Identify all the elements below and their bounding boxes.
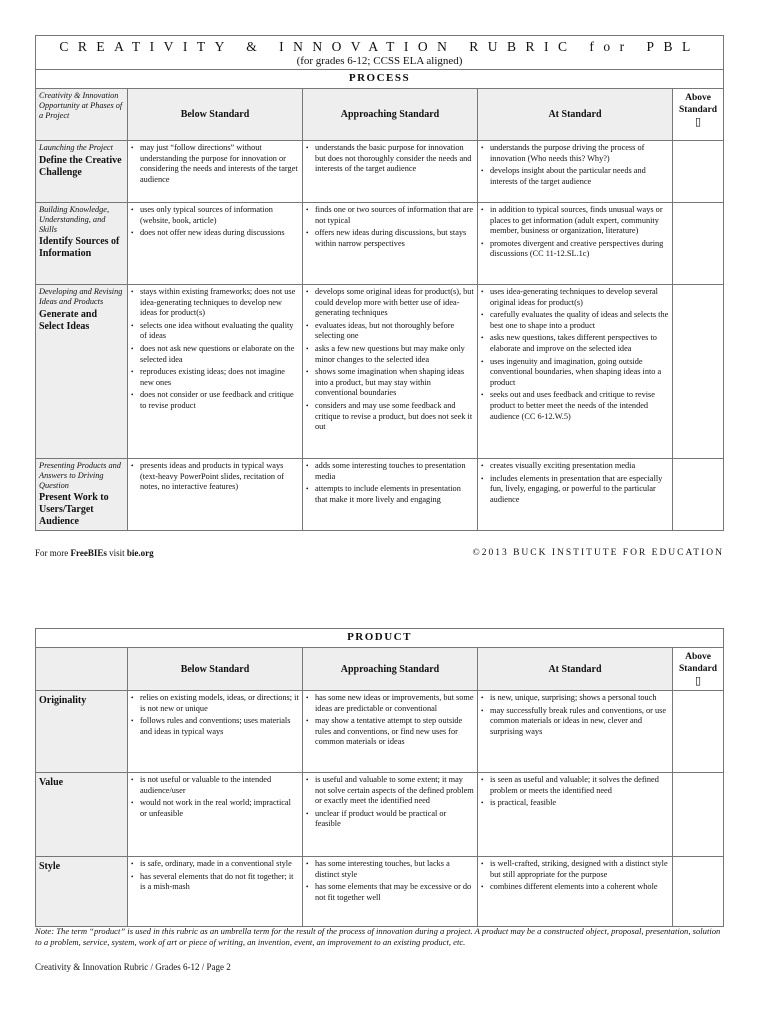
product-rows: [36, 691, 724, 927]
process-phase-label: [36, 459, 128, 531]
criteria-list: [131, 461, 299, 493]
criteria-item: • is safe, ordinary, made in a conventional style: [131, 859, 299, 870]
criteria-item: • is useful and valuable to some extent; it may not solve certain aspects of the defined problem or exactly meet the identified need: [306, 775, 474, 807]
process-cell-below: [128, 459, 303, 531]
criteria-item: • may just “follow directions” without understanding the purpose for innovation or considering the needs and interests of the target audience: [131, 143, 299, 185]
process-row: [36, 285, 724, 459]
criteria-item: • selects one idea without evaluating the quality of ideas: [131, 321, 299, 342]
criteria-item: • has several elements that do not fit together; it is a mish-mash: [131, 872, 299, 893]
criteria-item: • may successfully break rules and conventions, or use common materials or ideas in new, clever and surprising ways: [481, 706, 669, 738]
criteria-list: [306, 859, 474, 903]
criteria-item: • adds some interesting touches to presentation media: [306, 461, 474, 482]
phase-name: Launching the Project: [39, 143, 113, 152]
process-cell-at: [478, 459, 673, 531]
product-level-below: Below Standard: [128, 648, 303, 691]
criteria-list: [306, 461, 474, 505]
criteria-item: • follows rules and conventions; uses materials and ideas in typical ways: [131, 716, 299, 737]
product-level-above: [673, 648, 724, 691]
criteria-item: • has some new ideas or improvements, but some ideas are predictable or conventional: [306, 693, 474, 714]
criterion-name: Generate and Select Ideas: [39, 308, 98, 332]
above-standard-label: Above Standard: [679, 93, 718, 115]
criteria-item: • considers and may use some feedback and critique to revise a product, but does not seek it out: [306, 401, 474, 433]
process-phase-label: [36, 203, 128, 285]
criteria-item: • combines different elements into a coherent whole: [481, 882, 669, 893]
criteria-item: • offers new ideas during discussions, but stays within narrow perspectives: [306, 228, 474, 249]
criteria-list: [306, 143, 474, 175]
product-cell-above[interactable]: [673, 691, 724, 773]
criteria-item: • presents ideas and products in typical ways (text-heavy PowerPoint slides, recitation of notes, no interactive features): [131, 461, 299, 493]
criteria-item: • shows some imagination when shaping ideas into a product, but may stay within conventional boundaries: [306, 367, 474, 399]
process-cell-below: [128, 285, 303, 459]
criteria-list: [131, 205, 299, 239]
rubric-subtitle: (for grades 6-12; CCSS ELA aligned): [296, 55, 463, 67]
product-level-approaching: Approaching Standard: [303, 648, 478, 691]
process-section-label: PROCESS: [36, 70, 724, 89]
criteria-list: [481, 287, 669, 422]
criteria-item: • uses ingenuity and imagination, going outside conventional boundaries, when shaping ideas into a product: [481, 357, 669, 389]
criteria-item: • has some interesting touches, but lacks a distinct style: [306, 859, 474, 880]
criteria-item: • evaluates ideas, but not thoroughly before selecting one: [306, 321, 474, 342]
above-standard-checkbox-icon[interactable]: ▯: [694, 675, 702, 687]
criteria-item: • understands the basic purpose for innovation but does not thoroughly consider the needs and interests of the target audience: [306, 143, 474, 175]
phase-name: Developing and Revising Ideas and Products: [39, 287, 123, 306]
criteria-list: [131, 143, 299, 185]
product-term-note: Note: The term “product” is used in this rubric as an umbrella term for the result of the process of innovation during a project. A product may be a constructed object, proposal, presentation, solution to a problem, service, system, work of art or piece of writing, an invention, event, an improvement to an existing product, etc.: [35, 926, 721, 947]
product-corner-blank: [36, 648, 128, 691]
criteria-item: • unclear if product would be practical or feasible: [306, 809, 474, 830]
process-cell-above[interactable]: [673, 141, 724, 203]
criteria-item: • is well-crafted, striking, designed with a distinct style but still appropriate for the purpose: [481, 859, 669, 880]
process-cell-approaching: [303, 141, 478, 203]
product-cell-at: [478, 691, 673, 773]
process-row: [36, 141, 724, 203]
page-footer: Creativity & Innovation Rubric / Grades 6-12 / Page 2: [35, 962, 231, 972]
process-rows: [36, 141, 724, 531]
criteria-list: [306, 775, 474, 830]
criteria-item: • is practical, feasible: [481, 798, 669, 809]
product-rubric-table: [35, 628, 724, 927]
process-row: [36, 203, 724, 285]
product-cell-above[interactable]: [673, 773, 724, 857]
criterion-name: Present Work to Users/Target Audience: [39, 492, 109, 528]
criteria-item: • stays within existing frameworks; does not use idea-generating techniques to develop new ideas for product(s): [131, 287, 299, 319]
process-phase-label: [36, 285, 128, 459]
product-criterion-name: Style: [36, 857, 128, 927]
process-cell-below: [128, 141, 303, 203]
criteria-item: • is seen as useful and valuable; it solves the defined problem or meets the identified need: [481, 775, 669, 796]
criteria-item: • is not useful or valuable to the intended audience/user: [131, 775, 299, 796]
product-cell-approaching: [303, 857, 478, 927]
criteria-list: [481, 859, 669, 893]
criterion-name: Identify Sources of Information: [39, 236, 120, 260]
product-cell-approaching: [303, 691, 478, 773]
criteria-list: [131, 775, 299, 819]
criteria-item: • finds one or two sources of information that are not typical: [306, 205, 474, 226]
phase-name: Building Knowledge, Understanding, and Skills: [39, 205, 110, 234]
process-level-above: [673, 89, 724, 141]
process-level-below: Below Standard: [128, 89, 303, 141]
process-phase-label: [36, 141, 128, 203]
product-cell-below: [128, 857, 303, 927]
criteria-list: [481, 205, 669, 260]
process-cell-above[interactable]: [673, 459, 724, 531]
process-level-approaching: Approaching Standard: [303, 89, 478, 141]
freebies-link[interactable]: For more FreeBIEs visit bie.org: [35, 548, 154, 558]
above-standard-label: Above Standard: [679, 652, 718, 674]
process-corner-label: Creativity & Innovation Opportunity at Phases of a Project: [36, 89, 128, 141]
criteria-item: • reproduces existing ideas; does not imagine new ones: [131, 367, 299, 388]
rubric-title: CREATIVITY & INNOVATION RUBRIC for PBL: [59, 39, 700, 54]
criteria-item: • uses idea-generating techniques to develop several original ideas for product(s): [481, 287, 669, 308]
product-cell-below: [128, 773, 303, 857]
criteria-item: • seeks out and uses feedback and critique to revise product to better meet the needs of the intended audience (CC 6-12.W.5): [481, 390, 669, 422]
criteria-list: [306, 287, 474, 433]
product-cell-above[interactable]: [673, 857, 724, 927]
product-cell-below: [128, 691, 303, 773]
process-rubric-table: [35, 35, 724, 531]
product-row: [36, 691, 724, 773]
criteria-item: • is new, unique, surprising; shows a personal touch: [481, 693, 669, 704]
process-row: [36, 459, 724, 531]
criteria-list: [131, 287, 299, 412]
above-standard-checkbox-icon[interactable]: ▯: [694, 116, 702, 128]
product-section-label: PRODUCT: [36, 629, 724, 648]
product-cell-at: [478, 773, 673, 857]
criteria-item: • in addition to typical sources, finds unusual ways or places to get information (adult expert, community member, business or organization, literature): [481, 205, 669, 237]
product-cell-approaching: [303, 773, 478, 857]
phase-name: Presenting Products and Answers to Driving Question: [39, 461, 121, 490]
criteria-item: • includes elements in presentation that are especially fun, lively, engaging, or powerful to the particular audience: [481, 474, 669, 506]
process-cell-at: [478, 285, 673, 459]
process-cell-approaching: [303, 285, 478, 459]
product-row: [36, 773, 724, 857]
product-row: [36, 857, 724, 927]
product-level-at: At Standard: [478, 648, 673, 691]
criterion-name: Define the Creative Challenge: [39, 154, 122, 178]
product-cell-at: [478, 857, 673, 927]
criteria-list: [306, 205, 474, 249]
criteria-list: [481, 693, 669, 737]
criteria-item: • attempts to include elements in presentation that make it more lively and engaging: [306, 484, 474, 505]
criteria-item: • promotes divergent and creative perspectives during discussions (CC 11-12.SL.1c): [481, 239, 669, 260]
criteria-item: • does not consider or use feedback and critique to revise product: [131, 390, 299, 411]
product-criterion-name: Value: [36, 773, 128, 857]
process-cell-at: [478, 203, 673, 285]
copyright-text: ©2013 BUCK INSTITUTE FOR EDUCATION: [472, 548, 724, 558]
criteria-item: • creates visually exciting presentation media: [481, 461, 669, 472]
criteria-item: • develops some original ideas for product(s), but could develop more with better use of idea-generating techniques: [306, 287, 474, 319]
criteria-item: • relies on existing models, ideas, or directions; it is not new or unique: [131, 693, 299, 714]
process-cell-approaching: [303, 459, 478, 531]
criteria-item: • develops insight about the particular needs and interests of the target audience: [481, 166, 669, 187]
criteria-item: • carefully evaluates the quality of ideas and selects the best one to shape into a product: [481, 310, 669, 331]
process-cell-at: [478, 141, 673, 203]
criteria-list: [131, 693, 299, 737]
rubric-header: [36, 36, 724, 70]
criteria-list: [481, 143, 669, 187]
criteria-item: • does not ask new questions or elaborate on the selected idea: [131, 344, 299, 365]
product-criterion-name: Originality: [36, 691, 128, 773]
process-cell-above[interactable]: [673, 203, 724, 285]
criteria-item: • may show a tentative attempt to step outside rules and conventions, or find new uses for common materials or ideas: [306, 716, 474, 748]
criteria-item: • uses only typical sources of information (website, book, article): [131, 205, 299, 226]
criteria-list: [131, 859, 299, 893]
process-cell-below: [128, 203, 303, 285]
criteria-item: • would not work in the real world; impractical or unfeasible: [131, 798, 299, 819]
process-cell-above[interactable]: [673, 285, 724, 459]
process-cell-approaching: [303, 203, 478, 285]
criteria-item: • asks new questions, takes different perspectives to elaborate and improve on the selected idea: [481, 333, 669, 354]
criteria-item: • asks a few new questions but may make only minor changes to the selected idea: [306, 344, 474, 365]
criteria-item: • has some elements that may be excessive or do not fit together well: [306, 882, 474, 903]
process-level-at: At Standard: [478, 89, 673, 141]
criteria-list: [306, 693, 474, 748]
criteria-list: [481, 775, 669, 809]
criteria-item: • does not offer new ideas during discussions: [131, 228, 299, 239]
criteria-item: • understands the purpose driving the process of innovation (Who needs this? Why?): [481, 143, 669, 164]
criteria-list: [481, 461, 669, 505]
